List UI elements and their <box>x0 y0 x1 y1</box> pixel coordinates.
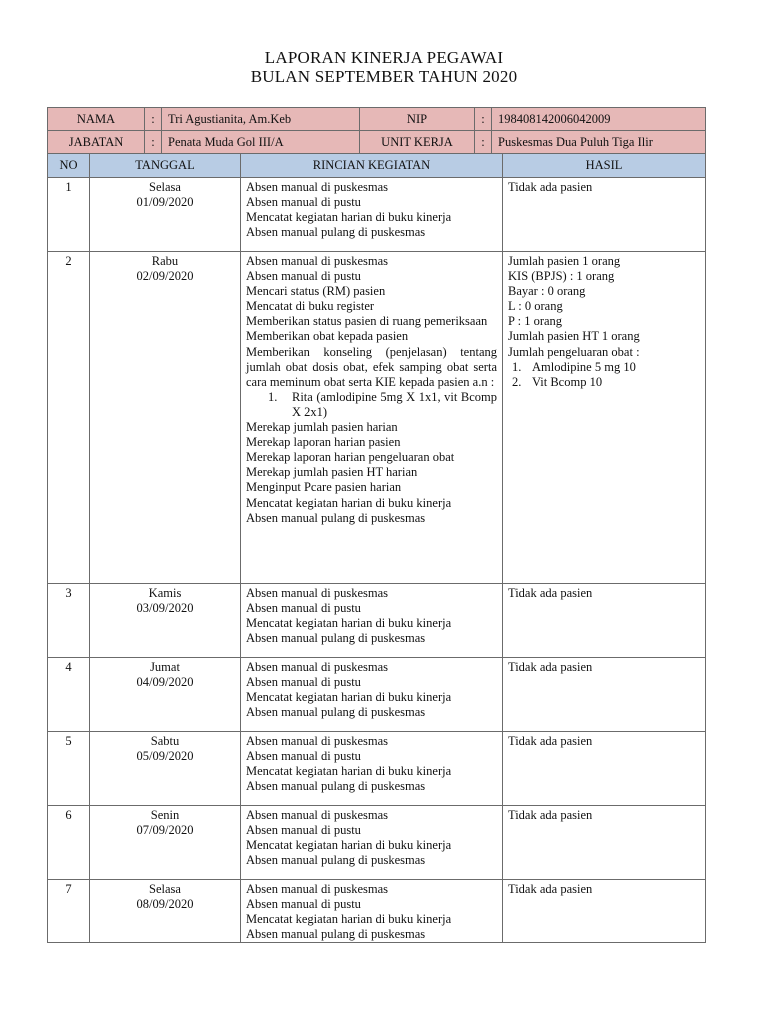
unit-label: UNIT KERJA <box>360 131 475 154</box>
nip-value: 198408142006042009 <box>492 108 706 131</box>
activity-line: Mencatat kegiatan harian di buku kinerja <box>246 838 452 853</box>
result-list-item <box>508 360 700 375</box>
row-result <box>503 880 706 943</box>
list-text: Amlodipine 5 mg 10 <box>532 359 636 374</box>
activity-line: Menginput Pcare pasien harian <box>246 480 402 495</box>
result-line: Tidak ada pasien <box>508 660 593 674</box>
activity-line: Absen manual pulang di puskesmas <box>246 705 426 720</box>
row-date: 07/09/2020 <box>136 823 194 838</box>
row-activities <box>241 252 503 584</box>
row-result <box>503 806 706 880</box>
row-date: 02/09/2020 <box>136 269 194 284</box>
activity-line: Absen manual di pustu <box>246 897 361 912</box>
row-number: 6 <box>48 806 90 880</box>
row-number: 1 <box>48 178 90 252</box>
col-header-tanggal: TANGGAL <box>90 154 241 178</box>
activity-line: Absen manual pulang di puskesmas <box>246 853 426 868</box>
activity-line: Merekap laporan harian pengeluaran obat <box>246 450 455 465</box>
colon-sep: : <box>145 131 162 154</box>
row-number: 3 <box>48 584 90 658</box>
activity-line: Absen manual pulang di puskesmas <box>246 225 426 240</box>
row-activities <box>241 880 503 943</box>
activity-line: Mencatat kegiatan harian di buku kinerja <box>246 495 452 510</box>
jabatan-value: Penata Muda Gol III/A <box>162 131 360 154</box>
activity-line: Absen manual pulang di puskesmas <box>246 779 426 794</box>
result-line: Tidak ada pasien <box>508 180 593 194</box>
activity-line: Absen manual pulang di puskesmas <box>246 631 426 646</box>
unit-value: Puskesmas Dua Puluh Tiga Ilir <box>492 131 706 154</box>
employee-info-row-2 <box>48 131 706 154</box>
activity-line: Memberikan konseling (penjelasan) tentang jumlah obat dosis obat, efek samping obat serta cara meminum obat serta KIE kepada pasien a.n : <box>246 344 497 389</box>
row-date: 05/09/2020 <box>136 749 194 764</box>
result-line: Tidak ada pasien <box>508 808 593 822</box>
jabatan-label: JABATAN <box>48 131 145 154</box>
activity-line: Merekap jumlah pasien HT harian <box>246 465 418 480</box>
col-header-rincian: RINCIAN KEGIATAN <box>241 154 503 178</box>
name-label: NAMA <box>48 108 145 131</box>
row-day: Selasa <box>149 180 181 194</box>
row-day: Senin <box>150 808 180 822</box>
activity-list <box>246 390 497 420</box>
activity-line: Absen manual di puskesmas <box>246 660 388 674</box>
row-date: 03/09/2020 <box>136 601 194 616</box>
row-date-cell <box>90 252 241 584</box>
row-day: Rabu <box>151 254 179 268</box>
activity-line: Absen manual di puskesmas <box>246 808 388 822</box>
report-title: LAPORAN KINERJA PEGAWAI <box>264 48 504 67</box>
row-activities <box>241 178 503 252</box>
result-line: KIS (BPJS) : 1 orang <box>508 269 615 284</box>
activity-line: Mencatat kegiatan harian di buku kinerja <box>246 210 452 225</box>
activity-line: Mencatat kegiatan harian di buku kinerja <box>246 690 452 705</box>
table-row <box>48 806 706 880</box>
colon-sep: : <box>475 108 492 131</box>
row-activities <box>241 732 503 806</box>
row-activities <box>241 806 503 880</box>
result-line: Tidak ada pasien <box>508 734 593 748</box>
activity-line: Absen manual di pustu <box>246 749 361 764</box>
employee-info-row-1 <box>48 108 706 131</box>
result-line: Jumlah pengeluaran obat : <box>508 344 640 359</box>
activity-list-item <box>246 390 497 420</box>
row-result <box>503 584 706 658</box>
row-result <box>503 658 706 732</box>
activity-line: Absen manual di puskesmas <box>246 254 388 268</box>
list-number: 2. <box>512 374 522 389</box>
list-text: Rita (amlodipine 5mg X 1x1, vit Bcomp X 2x1) <box>292 389 497 419</box>
activity-line: Mencatat kegiatan harian di buku kinerja <box>246 616 452 631</box>
row-date: 04/09/2020 <box>136 675 194 690</box>
list-text: Vit Bcomp 10 <box>532 374 603 389</box>
activity-line: Absen manual di puskesmas <box>246 734 388 748</box>
colon-sep: : <box>475 131 492 154</box>
row-result <box>503 178 706 252</box>
activity-line: Absen manual di pustu <box>246 823 361 838</box>
colon-sep: : <box>145 108 162 131</box>
result-line: Tidak ada pasien <box>508 882 593 896</box>
activity-line: Absen manual di puskesmas <box>246 586 388 600</box>
row-date-cell <box>90 806 241 880</box>
activity-line: Mencari status (RM) pasien <box>246 284 386 299</box>
list-number: 1. <box>268 389 278 404</box>
col-header-hasil: HASIL <box>503 154 706 178</box>
row-activities <box>241 658 503 732</box>
result-line: Jumlah pasien HT 1 orang <box>508 329 640 344</box>
row-date: 08/09/2020 <box>136 897 194 912</box>
activity-line: Absen manual di pustu <box>246 601 361 616</box>
activity-line: Absen manual di pustu <box>246 675 361 690</box>
activity-line: Absen manual di puskesmas <box>246 882 388 896</box>
table-row <box>48 658 706 732</box>
activity-line: Merekap jumlah pasien harian <box>246 420 398 435</box>
activity-line: Absen manual di pustu <box>246 269 361 284</box>
nip-label: NIP <box>360 108 475 131</box>
activity-line: Mencatat kegiatan harian di buku kinerja <box>246 764 452 779</box>
table-row <box>48 584 706 658</box>
row-date-cell <box>90 584 241 658</box>
report-subtitle: BULAN SEPTEMBER TAHUN 2020 <box>250 67 518 86</box>
activity-line: Absen manual pulang di puskesmas <box>246 927 426 942</box>
result-line: Tidak ada pasien <box>508 586 593 600</box>
row-date-cell <box>90 880 241 943</box>
activity-table <box>47 153 706 943</box>
row-result <box>503 732 706 806</box>
activity-line: Absen manual pulang di puskesmas <box>246 510 426 525</box>
list-number: 1. <box>512 359 522 374</box>
result-line: L : 0 orang <box>508 299 563 314</box>
table-body <box>48 178 706 943</box>
table-row <box>48 732 706 806</box>
result-line: P : 1 orang <box>508 314 563 329</box>
employee-info-table <box>47 107 706 154</box>
activity-line: Mencatat di buku register <box>246 299 375 314</box>
row-number: 2 <box>48 252 90 584</box>
col-header-no: NO <box>48 154 90 178</box>
activity-line: Mencatat kegiatan harian di buku kinerja <box>246 912 452 927</box>
activity-line: Absen manual di puskesmas <box>246 180 388 194</box>
row-result <box>503 252 706 584</box>
row-day: Kamis <box>148 586 182 600</box>
table-row <box>48 178 706 252</box>
row-day: Jumat <box>150 660 180 674</box>
activity-line: Memberikan obat kepada pasien <box>246 329 409 344</box>
name-value: Tri Agustianita, Am.Keb <box>162 108 360 131</box>
table-row <box>48 252 706 584</box>
result-line: Bayar : 0 orang <box>508 284 586 299</box>
activity-line: Merekap laporan harian pasien <box>246 435 401 450</box>
result-list-item <box>508 375 700 390</box>
table-header-row <box>48 154 706 178</box>
row-number: 4 <box>48 658 90 732</box>
row-date-cell <box>90 658 241 732</box>
result-list <box>508 360 700 390</box>
activity-line: Memberikan status pasien di ruang pemeriksaan <box>246 314 488 329</box>
row-date-cell <box>90 178 241 252</box>
table-row <box>48 880 706 943</box>
activity-line: Absen manual di pustu <box>246 195 361 210</box>
row-activities <box>241 584 503 658</box>
row-number: 5 <box>48 732 90 806</box>
row-date: 01/09/2020 <box>136 195 194 210</box>
row-day: Sabtu <box>150 734 180 748</box>
row-day: Selasa <box>149 882 181 896</box>
result-line: Jumlah pasien 1 orang <box>508 254 621 268</box>
row-date-cell <box>90 732 241 806</box>
row-number: 7 <box>48 880 90 943</box>
